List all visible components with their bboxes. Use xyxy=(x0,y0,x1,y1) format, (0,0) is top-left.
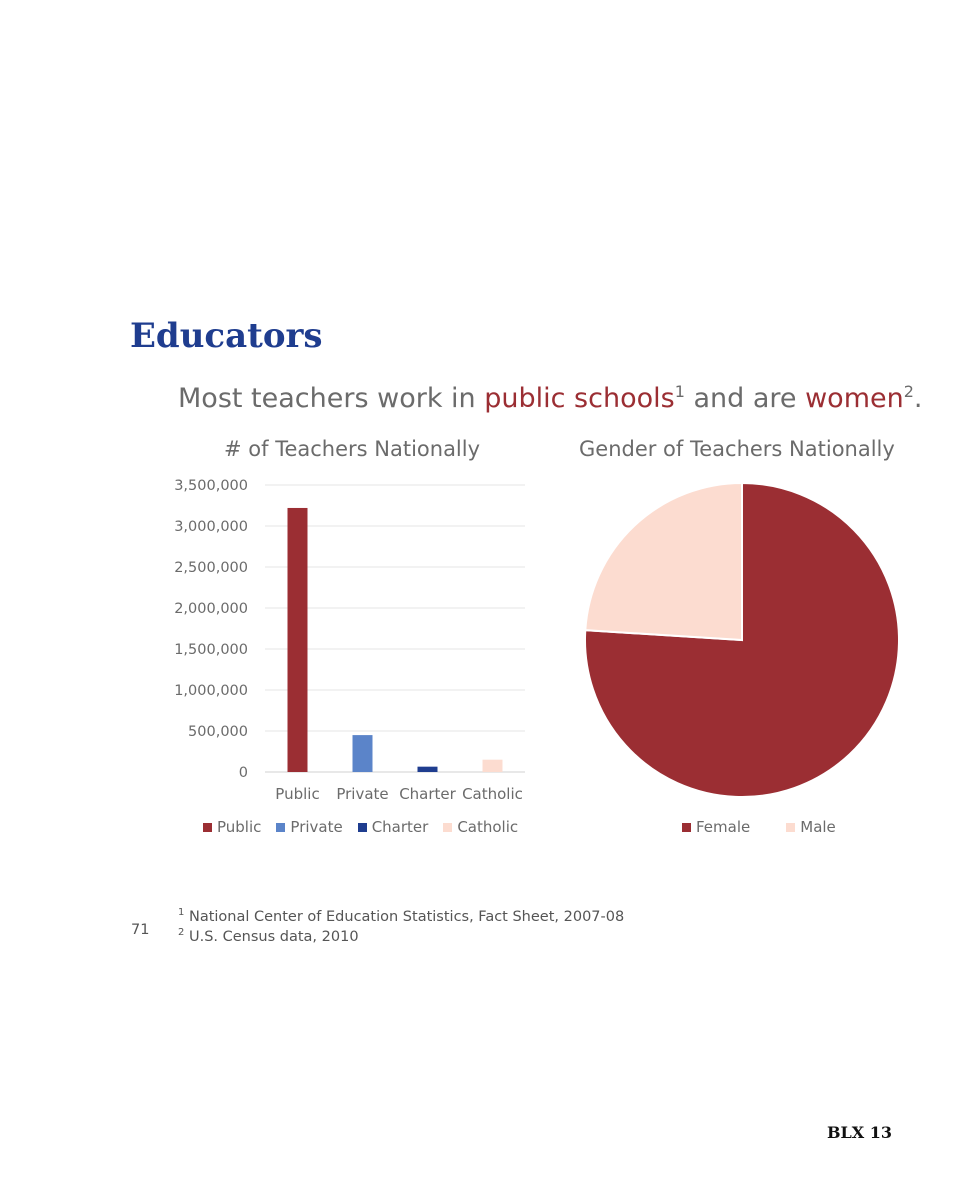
y-tick-label: 2,000,000 xyxy=(174,601,248,617)
legend-swatch xyxy=(203,823,212,832)
pie-chart-legend xyxy=(682,818,872,836)
subtitle-text-1: Most teachers work in xyxy=(178,383,485,414)
x-tick-label: Private xyxy=(336,785,389,803)
legend-item-female xyxy=(682,818,750,836)
bar-chart xyxy=(174,478,525,803)
footnote-2 xyxy=(178,925,624,945)
legend-label: Private xyxy=(290,818,343,836)
subtitle-text-3: . xyxy=(913,383,923,414)
page-number: 71 xyxy=(131,922,150,938)
bar-private xyxy=(353,735,373,772)
y-tick-label: 1,500,000 xyxy=(174,642,248,658)
legend-item-public xyxy=(203,818,261,836)
bar-chart-legend xyxy=(203,818,533,836)
legend-label: Catholic xyxy=(457,818,519,836)
footnote-1-text: National Center of Education Statistics, Fact Sheet, 2007-08 xyxy=(188,908,625,925)
footnote-ref-1: 1 xyxy=(674,382,685,401)
bar-charter xyxy=(418,767,438,772)
legend-label: Public xyxy=(217,818,262,836)
bar-catholic xyxy=(483,760,503,772)
footnote-2-text: U.S. Census data, 2010 xyxy=(188,928,359,945)
footnote-ref-2: 2 xyxy=(903,382,914,401)
pie-chart xyxy=(585,483,899,797)
section-heading: Educators xyxy=(130,316,323,356)
legend-swatch xyxy=(276,823,285,832)
y-tick-label: 0 xyxy=(238,765,248,781)
legend-label: Charter xyxy=(371,818,429,836)
legend-swatch xyxy=(682,823,691,832)
legend-item-charter xyxy=(358,818,429,836)
corner-label: BLX 13 xyxy=(827,1123,893,1142)
footnote-1-marker: 1 xyxy=(178,907,185,918)
y-tick-label: 2,500,000 xyxy=(174,560,248,576)
y-tick-label: 3,000,000 xyxy=(174,519,248,535)
footnote-2-marker: 2 xyxy=(178,926,185,938)
subtitle-highlight-women: women xyxy=(805,383,904,414)
legend-label: Female xyxy=(696,818,751,836)
y-tick-label: 3,500,000 xyxy=(174,478,248,494)
bar-chart-title: # of Teachers Nationally xyxy=(224,437,481,461)
subtitle-text-2: and are xyxy=(684,383,806,414)
legend-label: Male xyxy=(800,818,836,836)
legend-swatch xyxy=(786,823,795,832)
pie-slice-male xyxy=(585,483,742,640)
y-tick-label: 1,000,000 xyxy=(174,683,248,699)
x-tick-label: Public xyxy=(275,785,320,803)
legend-swatch xyxy=(358,823,367,832)
y-tick-label: 500,000 xyxy=(188,724,248,740)
footnote-1 xyxy=(178,905,624,925)
x-tick-label: Charter xyxy=(399,785,456,803)
footnotes xyxy=(178,905,624,945)
legend-item-private xyxy=(276,818,342,836)
legend-item-male xyxy=(786,818,836,836)
pie-chart-title: Gender of Teachers Nationally xyxy=(579,437,895,461)
legend-item-catholic xyxy=(443,818,518,836)
subtitle-highlight-public-schools: public schools xyxy=(484,383,675,414)
legend-swatch xyxy=(443,823,452,832)
x-tick-label: Catholic xyxy=(462,785,523,803)
bar-public xyxy=(288,508,308,772)
